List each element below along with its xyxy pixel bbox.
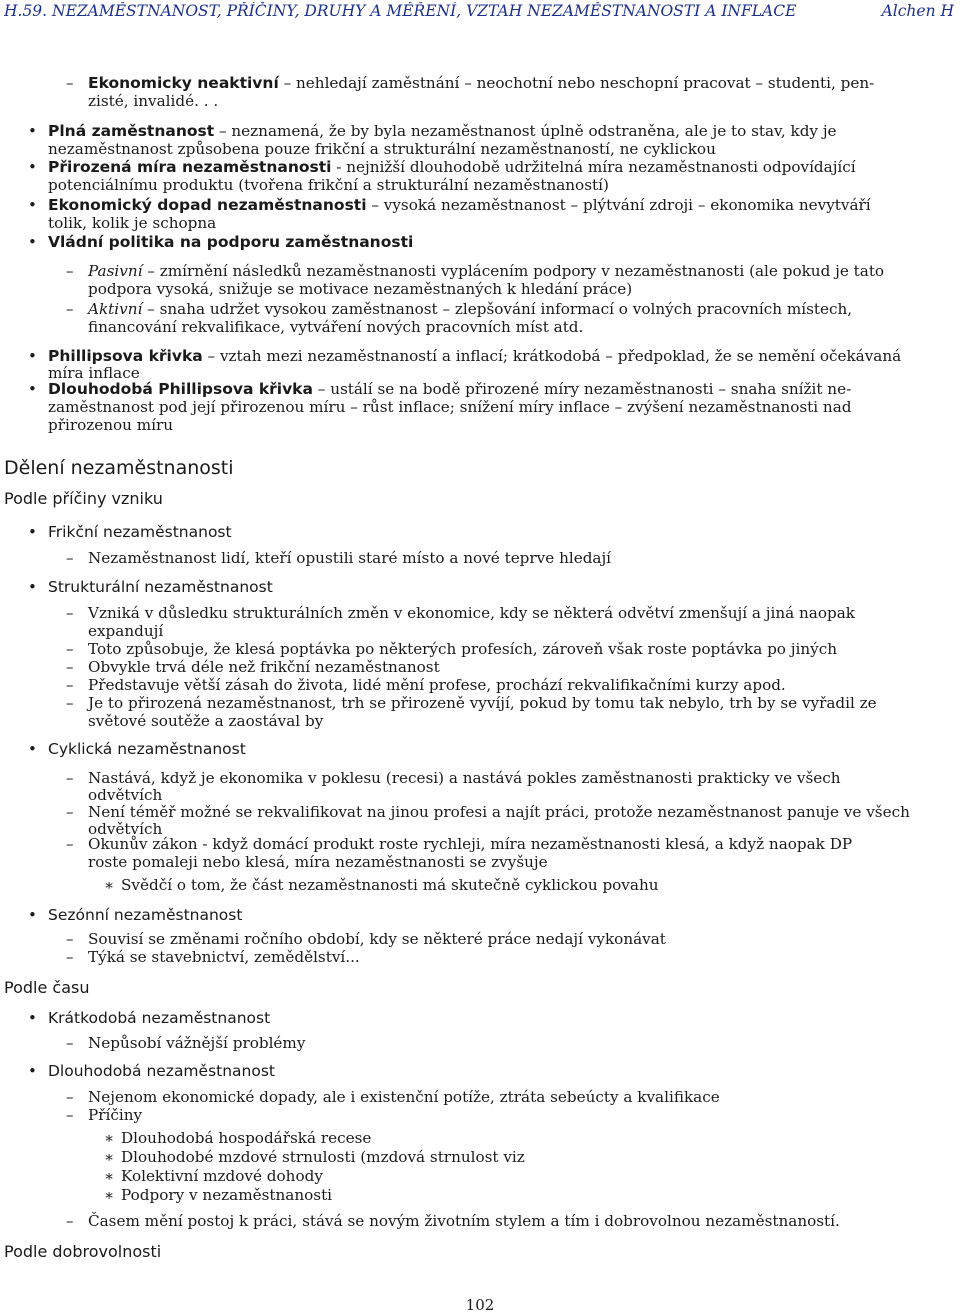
list-item: Ekonomický dopad nezaměstnanosti – vysoká nezaměstnanost – plýtvání zdroji – ekonomika nevytváří — [48, 196, 871, 214]
list-item: Týká se stavebnictví, zemědělství... — [88, 948, 360, 966]
list-item: Dlouhodobé mzdové strnulosti (mzdová strnulost viz — [121, 1148, 525, 1166]
subsection-title: Podle dobrovolnosti — [4, 1242, 162, 1261]
list-item: Frikční nezaměstnanost — [48, 523, 232, 541]
dash-marker: – — [66, 640, 74, 658]
dash-marker: – — [66, 803, 74, 821]
dash-marker: – — [66, 1106, 74, 1124]
dash-marker: – — [66, 300, 74, 318]
star-marker: ∗ — [104, 1129, 115, 1147]
list-item: Představuje větší zásah do života, lidé mění profese, prochází rekvalifikačními kurzy apod. — [88, 676, 786, 694]
dash-marker: – — [66, 74, 74, 92]
list-item: Strukturální nezaměstnanost — [48, 578, 273, 596]
subsection-title: Podle příčiny vzniku — [4, 489, 163, 508]
list-item: Sezónní nezaměstnanost — [48, 906, 243, 924]
list-item: Nezaměstnanost lidí, kteří opustili staré místo a nové teprve hledají — [88, 549, 612, 567]
list-item-cont: odvětvích — [88, 820, 163, 838]
list-item: Časem mění postoj k práci, stává se novým životním stylem a tím i dobrovolnou nezaměstnaností. — [88, 1212, 840, 1230]
dash-marker: – — [66, 604, 74, 622]
list-item-cont: míra inflace — [48, 364, 140, 382]
list-item-cont: roste pomaleji nebo klesá, míra nezaměstnanosti se zvyšuje — [88, 853, 548, 871]
bullet-marker: • — [28, 380, 37, 398]
list-item: Nepůsobí vážnější problémy — [88, 1034, 306, 1052]
list-item-cont: tolik, kolik je schopna — [48, 214, 217, 232]
list-item: Přirozená míra nezaměstnanosti - nejnižší dlouhodobě udržitelná míra nezaměstnanosti odpovídající — [48, 158, 856, 176]
bullet-marker: • — [28, 740, 37, 758]
list-item: Vzniká v důsledku strukturálních změn v ekonomice, kdy se některá odvětví zmenšují a jiná naopak — [88, 604, 855, 622]
dash-marker: – — [66, 769, 74, 787]
list-item: Cyklická nezaměstnanost — [48, 740, 246, 758]
list-item-cont: světové soutěže a zaostával by — [88, 712, 324, 730]
star-marker: ∗ — [104, 876, 115, 894]
list-item: Dlouhodobá nezaměstnanost — [48, 1062, 276, 1080]
list-item-cont: expandují — [88, 622, 164, 640]
dash-marker: – — [66, 930, 74, 948]
list-item-cont: potenciálnímu produktu (tvořena frikční a strukturální nezaměstnaností) — [48, 176, 609, 194]
list-item: Vládní politika na podporu zaměstnanosti — [48, 233, 414, 251]
dash-marker: – — [66, 1034, 74, 1052]
list-item: Není téměř možné se rekvalifikovat na jinou profesi a najít práci, protože nezaměstnanost panuje ve všech — [88, 803, 910, 821]
section-title: Dělení nezaměstnanosti — [4, 457, 234, 479]
dash-marker: – — [66, 676, 74, 694]
list-item: Nejenom ekonomické dopady, ale i existenční potíže, ztráta sebeúcty a kvalifikace — [88, 1088, 720, 1106]
bullet-marker: • — [28, 196, 37, 214]
list-item: Phillipsova křivka – vztah mezi nezaměstnaností a inflací; krátkodobá – předpoklad, že se nemění očekávaná — [48, 347, 902, 365]
list-item-cont: financování rekvalifikace, vytváření nových pracovních míst atd. — [88, 318, 584, 336]
list-item: Krátkodobá nezaměstnanost — [48, 1009, 271, 1027]
star-marker: ∗ — [104, 1167, 115, 1185]
list-item-cont: zisté, invalidé. . . — [88, 92, 219, 110]
running-header — [4, 2, 954, 24]
list-item-cont: podpora vysoká, snižuje se motivace nezaměstnaných k hledání práce) — [88, 280, 633, 298]
bullet-marker: • — [28, 906, 37, 924]
bullet-marker: • — [28, 1009, 37, 1027]
list-item-cont: zaměstnanost pod její přirozenou míru – růst inflace; snížení míry inflace – zvýšení nezaměstnanosti nad — [48, 398, 852, 416]
list-item: Plná zaměstnanost – neznamená, že by byla nezaměstnanost úplně odstraněna, ale je to stav, kdy je — [48, 122, 837, 140]
dash-marker: – — [66, 1212, 74, 1230]
dash-marker: – — [66, 835, 74, 853]
list-item: Svědčí o tom, že část nezaměstnanosti má skutečně cyklickou povahu — [121, 876, 659, 894]
bullet-marker: • — [28, 578, 37, 596]
dash-marker: – — [66, 262, 74, 280]
list-item: Dlouhodobá Phillipsova křivka – ustálí se na bodě přirozené míry nezaměstnanosti – snaha snížit ne- — [48, 380, 852, 398]
header-author: Alchen H — [881, 2, 954, 20]
bullet-marker: • — [28, 1062, 37, 1080]
list-item: Toto způsobuje, že klesá poptávka po některých profesích, zároveň však roste poptávka po jiných — [88, 640, 837, 658]
list-item: Obvykle trvá déle než frikční nezaměstnanost — [88, 658, 440, 676]
list-item-cont: odvětvích — [88, 786, 163, 804]
subsection-title: Podle času — [4, 978, 90, 997]
bullet-marker: • — [28, 347, 37, 365]
bullet-marker: • — [28, 122, 37, 140]
star-marker: ∗ — [104, 1148, 115, 1166]
list-item: Podpory v nezaměstnanosti — [121, 1186, 333, 1204]
bullet-marker: • — [28, 158, 37, 176]
dash-marker: – — [66, 549, 74, 567]
list-item: Okunův zákon - když domácí produkt roste rychleji, míra nezaměstnanosti klesá, a když naopak DP — [88, 835, 853, 853]
dash-marker: – — [66, 694, 74, 712]
header-title: H.59. NEZAMĚSTNANOST, PŘÍČINY, DRUHY A MĚŘENÍ, VZTAH NEZAMĚSTNANOSTI A INFLACE — [4, 2, 797, 20]
list-item: Souvisí se změnami ročního období, kdy se některé práce nedají vykonávat — [88, 930, 666, 948]
list-item: Příčiny — [88, 1106, 143, 1124]
dash-marker: – — [66, 658, 74, 676]
list-item: Je to přirozená nezaměstnanost, trh se přirozeně vyvíjí, pokud by tomu tak nebylo, trh by se vyřadil ze — [88, 694, 877, 712]
list-item: Kolektivní mzdové dohody — [121, 1167, 323, 1185]
dash-marker: – — [66, 948, 74, 966]
bullet-marker: • — [28, 523, 37, 541]
star-marker: ∗ — [104, 1186, 115, 1204]
bullet-marker: • — [28, 233, 37, 251]
list-item: Ekonomicky neaktivní – nehledají zaměstnání – neochotní nebo neschopní pracovat – studenti, pen- — [88, 74, 875, 92]
list-item: Aktivní – snaha udržet vysokou zaměstnanost – zlepšování informací o volných pracovních místech, — [88, 300, 853, 318]
page-number: 102 — [465, 1296, 495, 1314]
dash-marker: – — [66, 1088, 74, 1106]
list-item: Nastává, když je ekonomika v poklesu (recesi) a nastává pokles zaměstnanosti prakticky ve všech — [88, 769, 841, 787]
list-item-cont: přirozenou míru — [48, 416, 174, 434]
list-item: Pasivní – zmírnění následků nezaměstnanosti vyplácením podpory v nezaměstnanosti (ale pokud je tato — [88, 262, 885, 280]
list-item: Dlouhodobá hospodářská recese — [121, 1129, 372, 1147]
list-item-cont: nezaměstnanost způsobena pouze frikční a strukturální nezaměstnaností, ne cyklickou — [48, 140, 716, 158]
